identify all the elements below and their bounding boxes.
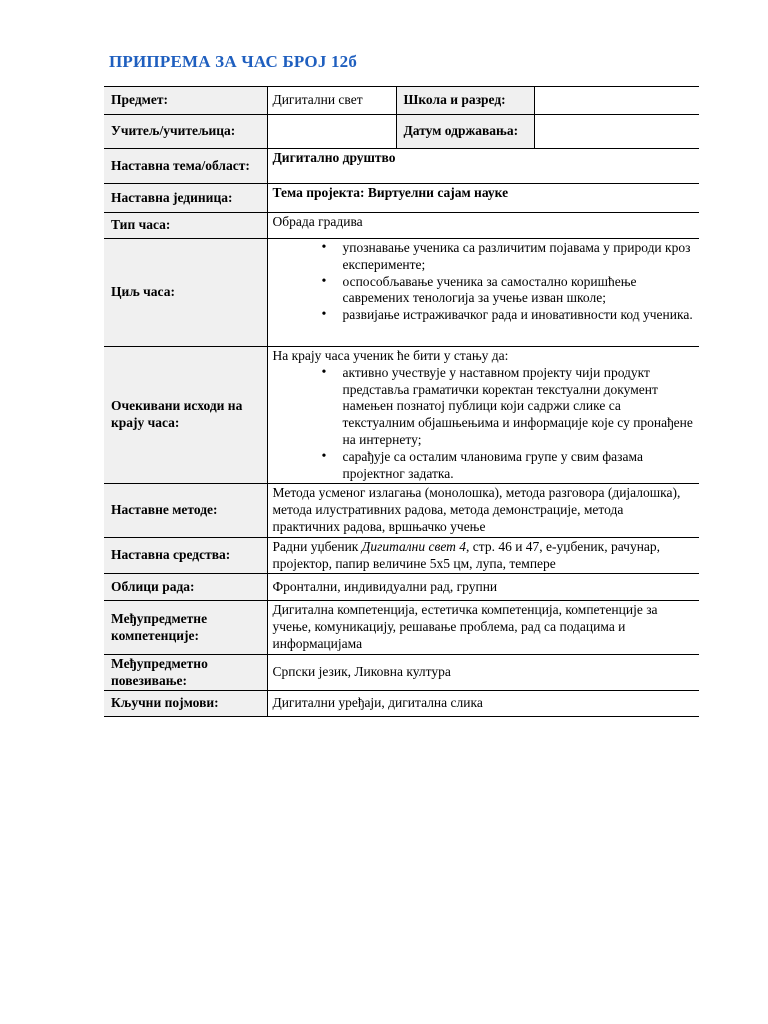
outcomes-label: Очекивани исходи на крају часа:	[104, 347, 267, 484]
goal-item: • упознавање ученика са различитим појавама у природи кроз експерименте;	[343, 240, 695, 274]
links-label: Међупредметно повезивање:	[104, 654, 267, 691]
competences-label: Међупредметне компетенције:	[104, 601, 267, 654]
resources-text-pre: Радни уџбеник	[272, 538, 362, 554]
row-teacher	[104, 115, 699, 149]
outcome-item: • сарађује са осталим члановима групе у свим фазама пројектног задатка.	[343, 449, 695, 483]
row-unit	[104, 184, 699, 213]
type-value: Обрада градива	[267, 213, 699, 239]
row-subject	[104, 87, 699, 115]
school-grade-label: Школа и разред:	[396, 87, 534, 115]
goal-item: • развијање истраживачког рада и иновативности код ученика.	[343, 307, 695, 324]
row-competences	[104, 601, 699, 654]
resources-value	[267, 537, 699, 574]
teacher-value[interactable]	[267, 115, 396, 149]
subject-label: Предмет:	[104, 87, 267, 115]
resources-label: Наставна средства:	[104, 537, 267, 574]
outcomes-value	[267, 347, 699, 484]
resources-text-post: , стр. 46 и 47, е-уџбеник, рачунар, пројектор, папир величине 5x5 цм, лупа, темпере	[272, 538, 661, 571]
goal-list	[273, 240, 695, 324]
subject-value: Дигитални свет	[267, 87, 396, 115]
page-title: ПРИПРЕМА ЗА ЧАС БРОЈ 12б	[109, 52, 358, 71]
row-links	[104, 654, 699, 691]
row-goal	[104, 239, 699, 347]
unit-value: Тема пројекта: Виртуелни сајам науке	[267, 184, 699, 213]
teacher-label: Учитељ/учитељица:	[104, 115, 267, 149]
row-keywords	[104, 691, 699, 717]
row-type	[104, 213, 699, 239]
unit-label: Наставна јединица:	[104, 184, 267, 213]
outcomes-list	[273, 365, 695, 483]
keywords-label: Кључни појмови:	[104, 691, 267, 717]
row-forms	[104, 574, 699, 601]
row-outcomes	[104, 347, 699, 484]
topic-value: Дигитално друштво	[267, 149, 699, 184]
date-value[interactable]	[534, 115, 699, 149]
row-resources	[104, 537, 699, 574]
forms-value: Фронтални, индивидуални рад, групни	[267, 574, 699, 601]
textbook-title: Дигитални свет 4	[361, 538, 467, 554]
goal-value	[267, 239, 699, 347]
row-topic	[104, 149, 699, 184]
forms-label: Облици рада:	[104, 574, 267, 601]
lesson-plan-table	[104, 86, 699, 717]
methods-label: Наставне методе:	[104, 484, 267, 537]
links-value: Српски језик, Ликовна култура	[267, 654, 699, 691]
school-grade-value[interactable]	[534, 87, 699, 115]
type-label: Тип часа:	[104, 213, 267, 239]
topic-label: Наставна тема/област:	[104, 149, 267, 184]
methods-value: Метода усменог излагања (монолошка), метода разговора (дијалошка), метода илустративних радова, метода демонстрације, метода практичних радова, вршњачко учење	[267, 484, 699, 537]
date-label: Датум одржавања:	[396, 115, 534, 149]
row-methods	[104, 484, 699, 537]
keywords-value: Дигитални уређаји, дигитална слика	[267, 691, 699, 717]
outcomes-intro: На крају часа ученик ће бити у стању да:	[272, 348, 509, 363]
competences-value: Дигитална компетенција, естетичка компетенција, компетенције за учење, комуникацију, решавање проблема, рад са подацима и информацијама	[267, 601, 699, 654]
goal-item: • оспособљавање ученика за самостално коришћење савремених тенологија за учење изван школе;	[343, 274, 695, 308]
outcome-item: • активно учествује у наставном пројекту чији продукт представља граматички коректан текстуални документ намењен познатој публици који садржи слике са текстуалним објашњењима и информације које су пронађене на интернету;	[343, 365, 695, 449]
goal-label: Циљ часа:	[104, 239, 267, 347]
